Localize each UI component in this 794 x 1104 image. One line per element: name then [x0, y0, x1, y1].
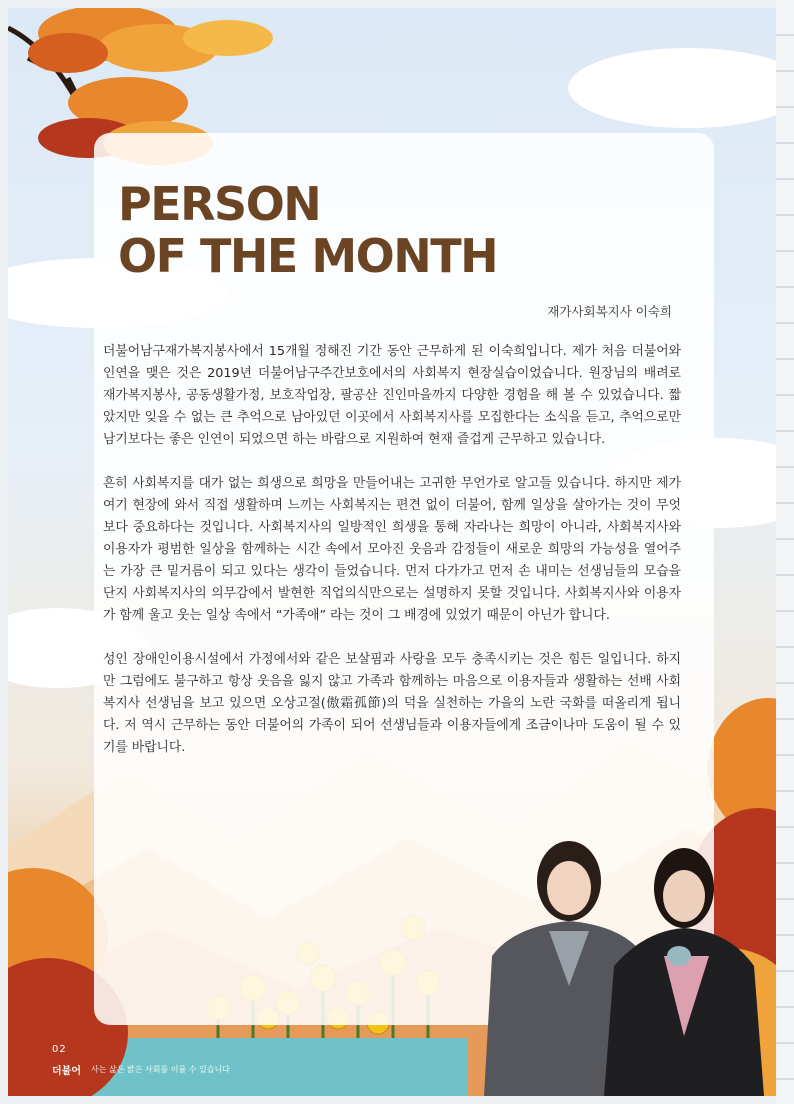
- photo-two-women: [474, 836, 766, 1096]
- article-paragraph: 더불어남구재가복지봉사에서 15개월 정해진 기간 동안 근무하게 된 이숙희입니다. 제가 처음 더불어와 인연을 맺은 것은 2019년 더불어남구주간보호에서의 사회복지 현장실습이었습니다. 원장님의 배려로 재가복지봉사, 공동생활가정, 보호작업장, 팔공산 진인마을까지 다양한 경험을 해 볼 수 있었습니다. 짧았지만 잊을 수 없는 큰 추억으로 남아있던 이곳에서 사회복지사를 모집한다는 소식을 듣고, 추억으로만 남기보다는 좋은 인연이 되었으면 하는 바람으로 지원하여 현재 즐겁게 근무하고 있습니다.: [103, 344, 681, 447]
- title-line-2: OF THE MONTH: [118, 229, 498, 283]
- article-body: [103, 341, 681, 759]
- author-byline: 재가사회복지사 이숙희: [547, 304, 672, 319]
- wood-background: [776, 0, 794, 1104]
- article-paragraph: 흔히 사회복지를 대가 없는 희생으로 희망을 만들어내는 고귀한 무언가로 알고들 있습니다. 하지만 제가 여기 현장에 와서 직접 생활하며 느끼는 사회복지는 편견 없이 더불어, 함께 일상을 살아가는 것이 무엇보다 중요하다는 것입니다. 사회복지사의 일방적인 희생을 통해 자라나는 희망이 아니라, 사회복지사와 이용자가 평범한 일상을 함께하는 시간 속에서 모아진 웃음과 감정들이 새로운 희망의 가능성을 열어주는 가장 큰 밑거름이 되고 있다는 생각이 들었습니다. 먼저 다가가고 먼저 손 내미는 선생님들의 모습을 단지 사회복지사의 의무감에서 발현한 직업의식만으로는 설명하지 못할 것입니다. 사회복지사와 이용자가 함께 울고 웃는 일상 속에서 “가족애” 라는 것이 그 배경에 있었기 때문이 아닌가 합니다.: [103, 476, 681, 623]
- cloud: [568, 48, 776, 128]
- title-line-1: PERSON: [118, 177, 321, 231]
- article-paragraph: 성인 장애인이용시설에서 가정에서와 같은 보살핌과 사랑을 모두 충족시키는 것은 힘든 일입니다. 하지만 그럼에도 불구하고 항상 웃음을 잃지 않고 가족과 함께하는 마음으로 이용자들과 생활하는 선배 사회복지사 선생님을 보고 있으면 오상고절(傲霜孤節)의 덕을 실천하는 가을의 노란 국화를 떠올리게 됩니다. 저 역시 근무하는 동안 더불어의 가족이 되어 선생님들과 이용자들에게 조금이나마 도움이 될 수 있기를 바랍니다.: [103, 652, 681, 755]
- page-number: 02: [52, 1044, 67, 1055]
- footer-slogan: 사는 삶은 밝은 사회를 이룰 수 있습니다: [91, 1065, 230, 1074]
- footer-brand: 더불어: [52, 1066, 81, 1077]
- page-title: [118, 178, 497, 282]
